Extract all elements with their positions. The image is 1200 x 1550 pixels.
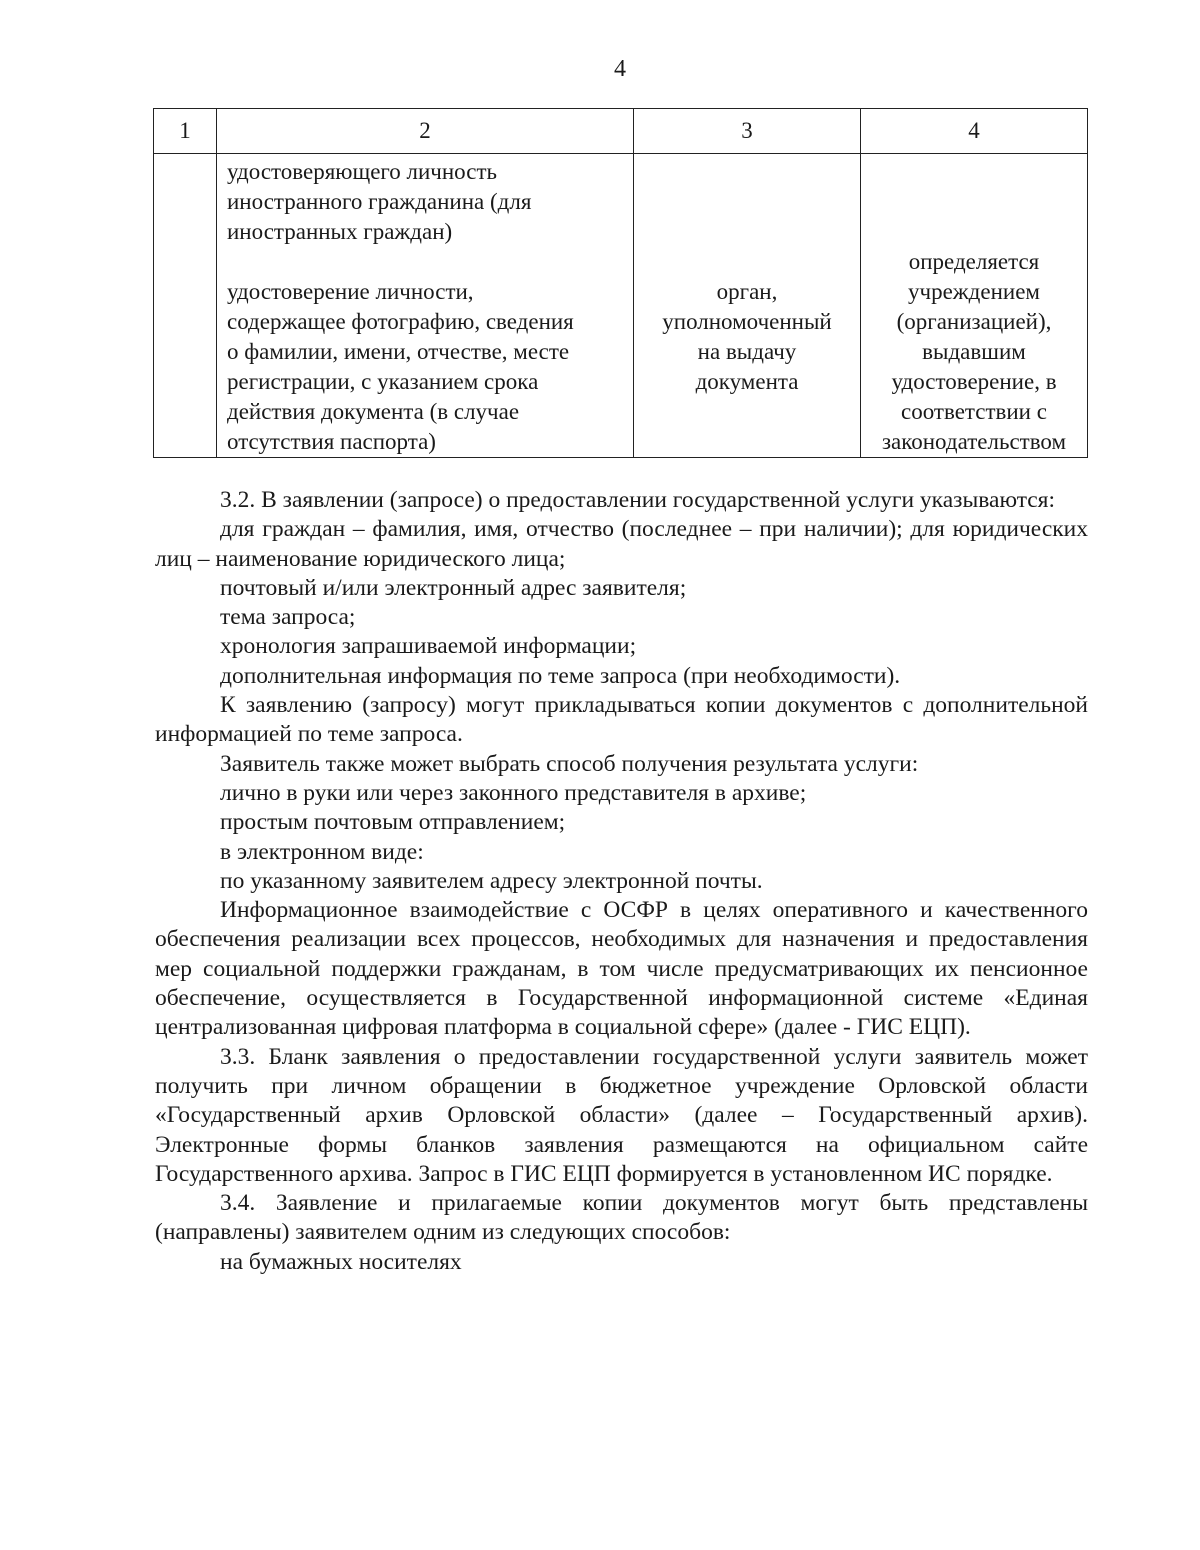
cell-line: удостоверение личности, bbox=[227, 279, 474, 304]
table-header-row bbox=[154, 109, 1088, 154]
table-row bbox=[154, 154, 1088, 458]
page-number: 4 bbox=[614, 56, 626, 82]
paragraph-address: почтовый и/или электронный адрес заявителя; bbox=[220, 574, 687, 601]
table-cell-col3 bbox=[634, 154, 861, 458]
cell-line: регистрации, с указанием срока bbox=[227, 369, 539, 394]
paragraph-chronology: хронология запрашиваемой информации; bbox=[220, 633, 637, 660]
cell-line: удостоверяющего личность bbox=[227, 159, 497, 184]
cell-line: действия документа (в случае bbox=[227, 399, 520, 424]
paragraph-additional-info: дополнительная информация по теме запроса (при необходимости). bbox=[220, 662, 901, 689]
paragraph-3-2: 3.2. В заявлении (запросе) о предоставлении государственной услуги указываются: bbox=[220, 487, 1056, 513]
cell-line: уполномоченный bbox=[662, 309, 832, 334]
paragraph-email: по указанному заявителем адресу электронной почты. bbox=[220, 867, 763, 894]
cell-line: орган, bbox=[716, 279, 778, 304]
cell-line: учреждением bbox=[908, 279, 1040, 304]
header-cell-2: 2 bbox=[217, 109, 634, 154]
paragraph-electronic: в электронном виде: bbox=[220, 838, 424, 865]
paragraph-attachments: К заявлению (запросу) могут прикладываться копии документов с дополнительной информацией по теме запроса. bbox=[155, 692, 1088, 748]
cell-line: документа bbox=[695, 369, 799, 394]
cell-line: законодательством bbox=[881, 429, 1067, 454]
cell-line: соответствии с bbox=[901, 399, 1047, 424]
cell-line: иностранного гражданина (для bbox=[227, 189, 532, 214]
paragraph-in-person: лично в руки или через законного представителя в архиве; bbox=[220, 779, 807, 806]
cell-line: определяется bbox=[908, 249, 1040, 274]
paragraph-delivery-method: Заявитель также может выбрать способ получения результата услуги: bbox=[220, 750, 919, 777]
paragraph-post: простым почтовым отправлением; bbox=[220, 809, 566, 836]
paragraph-osfr: Информационное взаимодействие с ОСФР в целях оперативного и качественного обеспечения реализации всех процессов, необходимых для назначения и предоставления мер социальной поддержки гражданам, в том числе предусматривающих их пенсионное обеспечение, осуществляется в Государственной информационной системе «Единая централизованная цифровая платформа в социальной сфере» (далее - ГИС ЕЦП). bbox=[155, 897, 1088, 1041]
paragraph-3-3: 3.3. Бланк заявления о предоставлении государственной услуги заявитель может получить при личном обращении в бюджетное учреждение Орловской области «Государственный архив Орловской области» (далее – Государственный архив). Электронные формы бланков заявления размещаются на официальном сайте Государственного архива. Запрос в ГИС ЕЦП формируется в установленном ИС порядке. bbox=[155, 1043, 1088, 1187]
cell-line: удостоверение, в bbox=[891, 369, 1057, 394]
documents-table bbox=[153, 108, 1088, 458]
header-cell-3: 3 bbox=[634, 109, 861, 154]
table-cell-col1 bbox=[154, 154, 217, 458]
header-cell-1: 1 bbox=[154, 109, 217, 154]
cell-line: (организацией), bbox=[896, 309, 1052, 334]
cell-line: о фамилии, имени, отчестве, месте bbox=[227, 339, 570, 364]
paragraph-applicant-name: для граждан – фамилия, имя, отчество (последнее – при наличии); для юридических лиц – наименование юридического лица; bbox=[155, 516, 1088, 572]
paragraph-3-4: 3.4. Заявление и прилагаемые копии документов могут быть представлены (направлены) заявителем одним из следующих способов: bbox=[155, 1190, 1088, 1246]
table-cell-col4 bbox=[861, 154, 1088, 458]
document-body bbox=[155, 486, 1088, 1277]
cell-line: содержащее фотографию, сведения bbox=[227, 309, 574, 334]
cell-line: иностранных граждан) bbox=[227, 219, 453, 244]
cell-line: выдавшим bbox=[922, 339, 1026, 364]
cell-line: отсутствия паспорта) bbox=[227, 429, 436, 454]
paragraph-topic: тема запроса; bbox=[220, 604, 356, 631]
table-cell-col2 bbox=[217, 154, 634, 458]
header-cell-4: 4 bbox=[861, 109, 1088, 154]
paragraph-paper: на бумажных носителях bbox=[220, 1248, 462, 1275]
cell-line: на выдачу bbox=[697, 339, 797, 364]
